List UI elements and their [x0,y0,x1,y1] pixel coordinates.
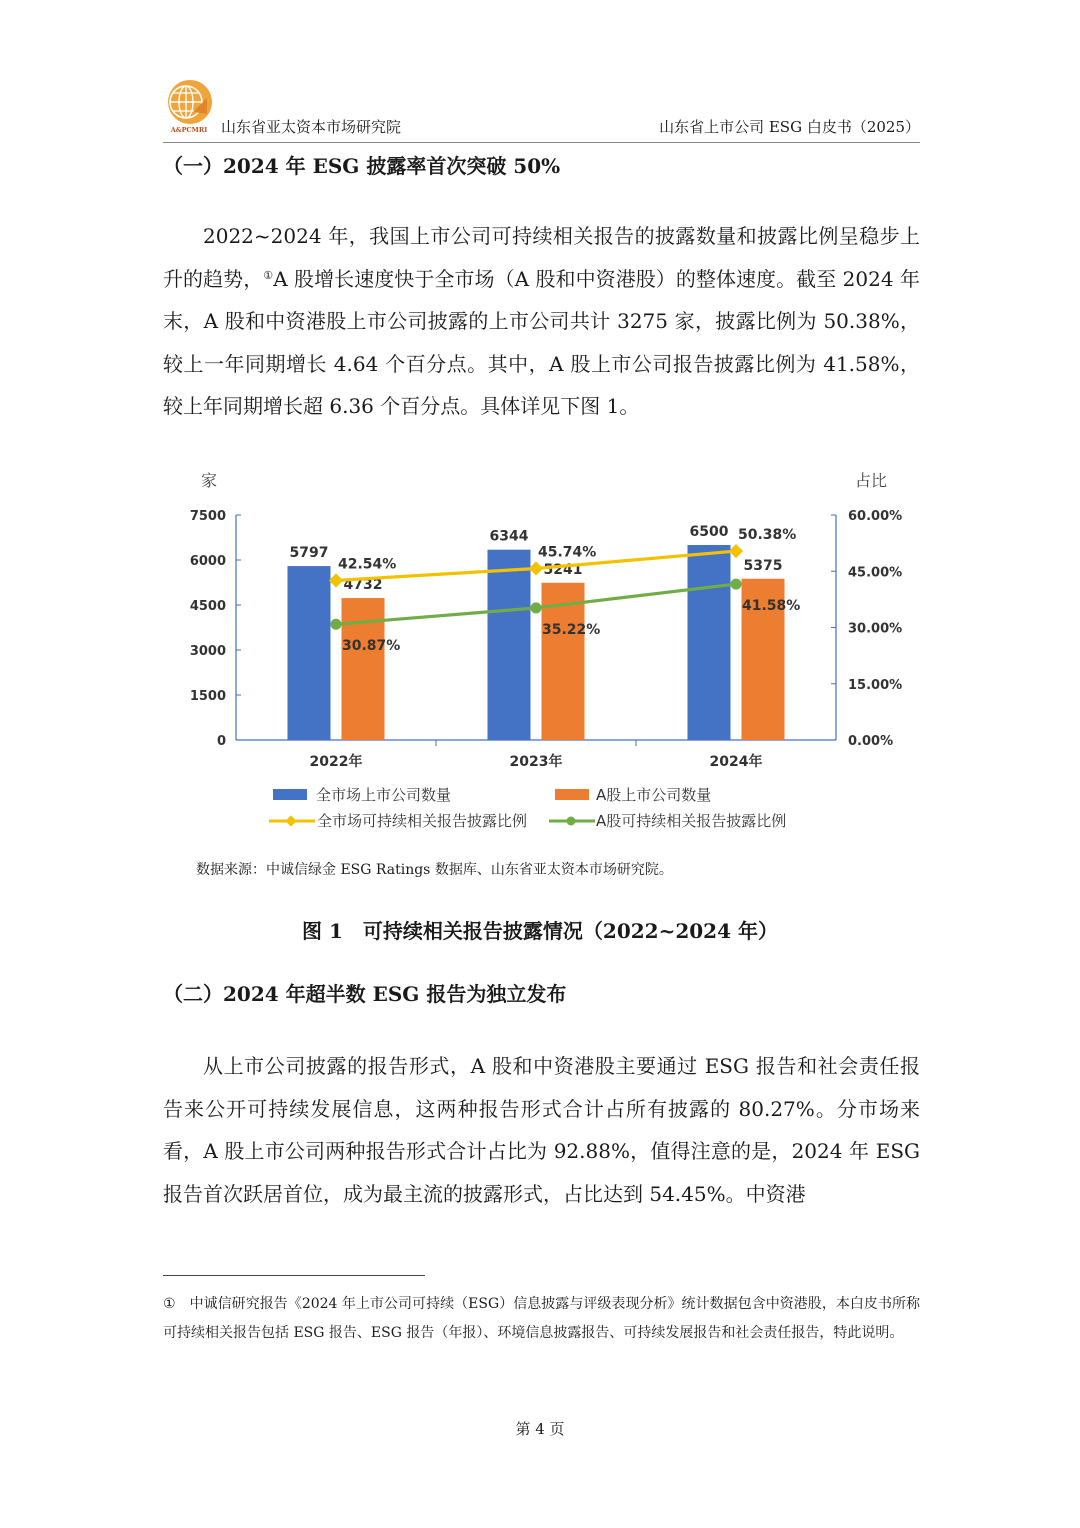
footnote [163,1290,920,1348]
legend-label-all-market-ratio: 全市场可持续相关报告披露比例 [317,812,528,830]
line-data-label: 35.22% [542,621,601,638]
right-tick-label: 45.00% [848,565,903,581]
legend-label-all-market: 全市场上市公司数量 [316,786,452,804]
footnote-text: 中诚信研究报告《2024 年上市公司可持续（ESG）信息披露与评级表现分析》统计数据包含中资港股，本白皮书所称可持续相关报告包括 ESG 报告、ESG 报告（年报）、环境信息披露报告、可持续发展报告和社会责任报告，特此说明。 [163,1296,920,1341]
point-a-share-ratio [531,602,542,613]
line-data-label: 30.87% [342,638,401,655]
footnote-divider [163,1275,425,1276]
section-2-text: 从上市公司披露的报告形式，A 股和中资港股主要通过 ESG 报告和社会责任报告来公开可持续发展信息，这两种报告形式合计占所有披露的 80.27%。分市场来看，A 股上市公司两种报告形式合计占比为 92.88%，值得注意的是，2024 年 ESG 报告首次跃居首位，成为最主流的披露形式，占比达到 54.45%。中资港 [163,1054,920,1206]
footnote-ref[interactable]: ① [263,268,274,282]
bar-data-label: 5375 [743,557,783,574]
line-data-label: 45.74% [538,544,597,561]
legend-label-a-share-ratio: A股可持续相关报告披露比例 [596,812,787,830]
point-a-share-ratio [731,579,742,590]
left-tick-label: 1500 [189,689,226,704]
line-data-label: 41.58% [742,598,801,615]
point-a-share-ratio [331,619,342,630]
x-tick-label: 2024年 [709,754,763,770]
bar-all-market [288,566,331,740]
legend-label-a-share: A股上市公司数量 [596,786,712,804]
x-tick-label: 2022年 [309,754,363,770]
legend-marker-a-share-ratio [567,817,576,826]
page-number: 第 4 页 [515,1420,565,1438]
section-1-paragraph [163,215,920,428]
institute-logo [163,78,215,134]
section-2-heading: （二）2024 年超半数 ESG 报告为独立发布 [163,982,567,1006]
header-document-title: 山东省上市公司 ESG 白皮书（2025） [659,118,920,136]
legend-swatch-all-market [273,789,307,800]
bar-data-label: 5797 [289,545,329,562]
right-axis-title: 占比 [854,471,888,490]
figure-caption: 图 1 可持续相关报告披露情况（2022~2024 年） [302,919,778,943]
left-axis-title: 家 [200,471,218,490]
chart-layer [190,471,902,830]
header-institute-name: 山东省亚太资本市场研究院 [221,118,402,136]
x-tick-label: 2023年 [509,754,563,770]
bar-all-market [688,545,731,740]
left-tick-label: 0 [216,734,226,749]
left-tick-label: 3000 [189,644,226,659]
right-tick-label: 0.00% [848,734,894,749]
footnote-mark: ① [163,1296,176,1312]
bar-data-label: 4732 [343,577,383,594]
section-1-text-a: 2022~2024 年，我国上市公司可持续相关报告的披露数量和披露比例呈稳步上升的趋势， [163,224,920,291]
section-2-paragraph [163,1045,920,1215]
section-1-heading: （一）2024 年 ESG 披露率首次突破 50% [163,154,561,178]
right-tick-label: 60.00% [848,509,903,524]
legend-swatch-a-share [555,789,589,800]
left-tick-label: 7500 [189,509,226,524]
disclosure-chart [163,455,920,840]
bar-all-market [488,550,531,740]
logo-text: A&PCMRI [170,126,208,134]
point-all-market-ratio [729,544,743,558]
left-tick-label: 4500 [189,599,226,614]
right-tick-label: 30.00% [848,621,903,637]
section-1-text-b: A 股增长速度快于全市场（A 股和中资港股）的整体速度。截至 2024 年末，A 股和中资港股上市公司披露的上市公司共计 3275 家，披露比例为 50.38%，较上一年同期增长 4.64 个百分点。其中，A 股上市公司报告披露比例为 41.58%，较上年同期增长超 6.36 个百分点。具体详见下图 1。 [163,266,920,418]
header-divider [163,142,920,143]
left-tick-label: 6000 [189,554,226,569]
line-data-label: 42.54% [338,556,397,573]
right-tick-label: 15.00% [848,677,903,693]
point-all-market-ratio [529,561,543,575]
line-data-label: 50.38% [738,527,797,544]
bar-data-label: 6500 [689,524,729,540]
bar-data-label: 5241 [543,561,583,578]
page-header [163,78,920,142]
point-all-market-ratio [329,573,343,587]
chart-source: 数据来源：中诚信绿金 ESG Ratings 数据库、山东省亚太资本市场研究院。 [196,862,673,878]
bar-data-label: 6344 [489,528,529,545]
legend-marker-all-market-ratio [285,815,296,826]
